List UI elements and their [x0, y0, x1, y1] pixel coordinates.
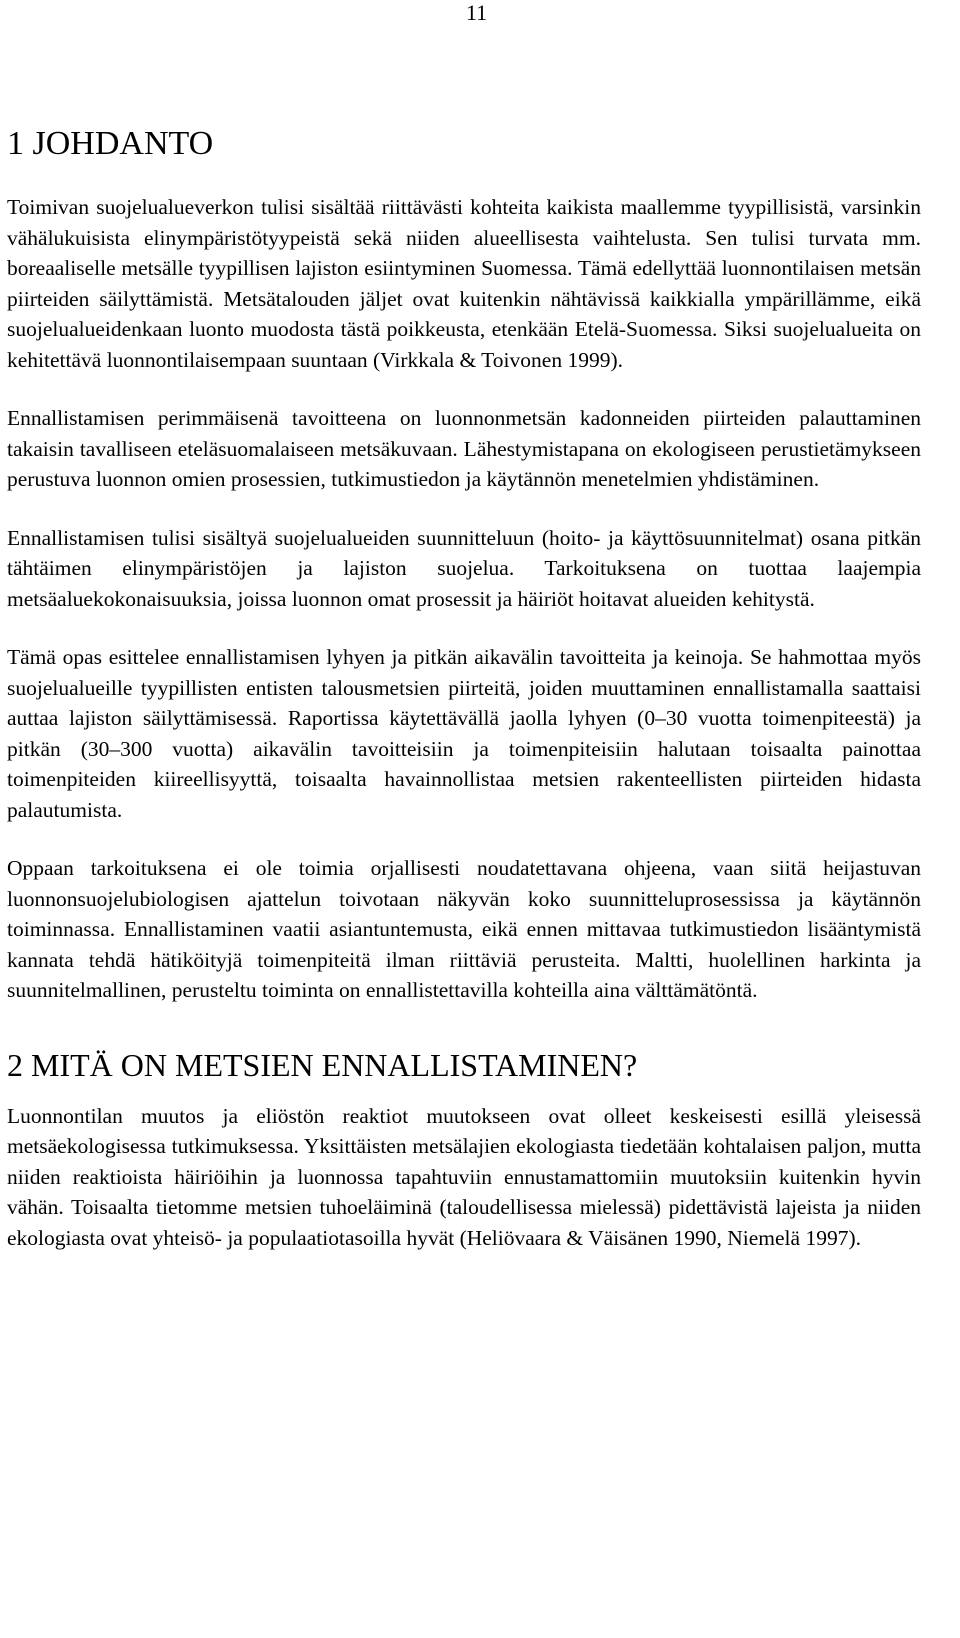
body-paragraph: Ennallistamisen tulisi sisältyä suojelualueiden suunnitteluun (hoito- ja käyttösuunnitelmat) osana pitkän tähtäimen elinympäristöjen ja lajiston suojelua. Tarkoituksena on tuottaa laajempia metsäaluekokonaisuuksia, joissa luonnon omat prosessit ja häiriöt hoitavat alueiden kehitystä. — [7, 525, 921, 611]
document-body — [7, 124, 921, 1253]
section-heading: 2 MITÄ ON METSIEN ENNALLISTAMINEN? — [7, 1046, 638, 1083]
body-paragraph: Oppaan tarkoituksena ei ole toimia orjallisesti noudatettavana ohjeena, vaan siitä heijastuvan luonnonsuojelubiologisen ajattelun toivotaan näkyvän koko suunnitteluprosessissa ja käytännön toiminnassa. Ennallistaminen vaatii asiantuntemusta, eikä ennen mittavaa tutkimustiedon lisääntymistä kannata tehdä hätiköityjä toimenpiteitä ilman riittäviä perusteita. Maltti, huolellinen harkinta ja suunnitelmallinen, perusteltu toiminta on ennallistettavilla kohteilla aina välttämätöntä. — [7, 856, 921, 1002]
body-paragraph: Luonnontilan muutos ja eliöstön reaktiot muutokseen ovat olleet keskeisesti esillä yleisessä metsäekologisessa tutkimuksessa. Yksittäisten metsälajien ekologiasta tiedetään kohtalaisen paljon, mutta niiden reaktioista häiriöihin ja luonnossa tapahtuviin ennustamattomiin muutoksiin kuitenkin hyvin vähän. Toisaalta tietomme metsien tuhoeläiminä (taloudellisessa mielessä) pidettävistä lajeista ja niiden ekologiasta ovat yhteisö- ja populaatiotasoilla hyvät (Heliövaara & Väisänen 1990, Niemelä 1997). — [7, 1103, 921, 1250]
section-heading: 1 JOHDANTO — [7, 125, 214, 162]
body-paragraph: Ennallistamisen perimmäisenä tavoitteena on luonnonmetsän kadonneiden piirteiden palauttaminen takaisin tavalliseen eteläsuomalaiseen metsäkuvaan. Lähestymistapana on ekologiseen perustietämykseen perustuva luonnon omien prosessien, tutkimustiedon ja käytännön menetelmien yhdistäminen. — [7, 406, 921, 491]
body-paragraph: Toimivan suojelualueverkon tulisi sisältää riittävästi kohteita kaikista maallemme tyypillisistä, varsinkin vähälukuisista elinympäristötyypeistä sekä niiden alueellisesta vaihtelusta. Sen tulisi turvata mm. boreaaliselle metsälle tyypillisen lajiston esiintyminen Suomessa. Tämä edellyttää luonnontilaisen metsän piirteiden säilyttämistä. Metsätalouden jäljet ovat kuitenkin nähtävissä kaikkialla ympärillämme, eikä suojelualueidenkaan luonto muodosta tästä poikkeusta, etenkään Etelä-Suomessa. Siksi suojelualueita on kehitettävä luonnontilaisempaan suuntaan (Virkkala & Toivonen 1999). — [7, 195, 921, 372]
body-paragraph: Tämä opas esittelee ennallistamisen lyhyen ja pitkän aikavälin tavoitteita ja keinoja. Se hahmottaa myös suojelualueille tyypillisten entisten talousmetsien piirteitä, joiden muuttaminen ennallistamalla saattaisi auttaa lajiston säilyttämisessä. Raportissa käytettävällä jaolla lyhyen (0–30 vuotta toimenpiteestä) ja pitkän (30–300 vuotta) aikavälin tavoitteisiin ja toimenpiteisiin halutaan toisaalta painottaa toimenpiteiden kiireellisyyttä, toisaalta havainnollistaa metsien rakenteellisten piirteiden hidasta palautumista. — [7, 645, 921, 822]
page-number: 11 — [466, 0, 488, 25]
